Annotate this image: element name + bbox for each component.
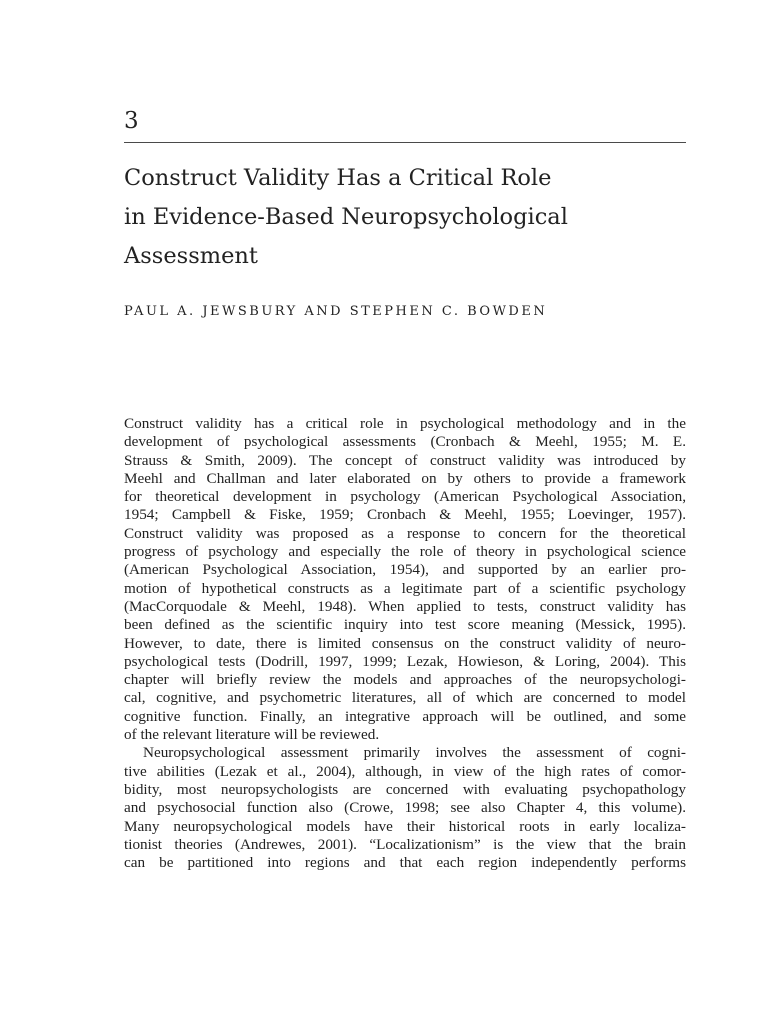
body-line: tive abilities (Lezak et al., 2004), although, in view of the high rates of comor- [124, 762, 686, 780]
body-line: tionist theories (Andrewes, 2001). “Localizationism” is the view that the brain [124, 835, 686, 853]
body-line: Meehl and Challman and later elaborated on by others to provide a framework [124, 469, 686, 487]
body-line: However, to date, there is limited consensus on the construct validity of neuro- [124, 634, 686, 652]
body-line: Neuropsychological assessment primarily involves the assessment of cogni- [143, 744, 686, 762]
body-line: 1954; Campbell & Fiske, 1959; Cronbach & Meehl, 1955; Loevinger, 1957). [124, 506, 686, 524]
body-line: development of psychological assessments (Cronbach & Meehl, 1955; M. E. [124, 433, 686, 451]
chapter-title [124, 159, 686, 276]
body-line: of the relevant literature will be reviewed. [124, 726, 380, 744]
body-line: Construct validity was proposed as a response to concern for the theoretical [124, 524, 686, 542]
body-line: for theoretical development in psychology (American Psychological Association, [124, 488, 686, 506]
body-line: cal, cognitive, and psychometric literatures, all of which are concerned to model [124, 689, 686, 707]
body-line: (American Psychological Association, 1954), and supported by an earlier pro- [124, 561, 686, 579]
body-line: Many neuropsychological models have their historical roots in early localiza- [124, 817, 686, 835]
body-line: psychological tests (Dodrill, 1997, 1999; Lezak, Howieson, & Loring, 2004). This [124, 652, 686, 670]
body-line: bidity, most neuropsychologists are concerned with evaluating psychopathology [124, 780, 686, 798]
body-line: chapter will briefly review the models and approaches of the neuropsychologi- [124, 671, 686, 689]
body-line: can be partitioned into regions and that each region independently performs [124, 854, 686, 872]
chapter-title-line: Assessment [124, 243, 258, 269]
body-line: and psychosocial function also (Crowe, 1998; see also Chapter 4, this volume). [124, 799, 686, 817]
body-line: (MacCorquodale & Meehl, 1948). When applied to tests, construct validity has [124, 597, 686, 615]
body-line: motion of hypothetical constructs as a legitimate part of a scientific psychology [124, 579, 686, 597]
body-text [124, 415, 686, 872]
body-line: Construct validity has a critical role in psychological methodology and in the [124, 415, 686, 432]
chapter-title-line: Construct Validity Has a Critical Role [124, 165, 552, 191]
body-line: progress of psychology and especially the role of theory in psychological science [124, 543, 686, 561]
chapter-number: 3 [124, 108, 139, 134]
body-line: cognitive function. Finally, an integrative approach will be outlined, and some [124, 707, 686, 725]
chapter-rule [124, 142, 686, 143]
body-line: Strauss & Smith, 2009). The concept of construct validity was introduced by [124, 451, 686, 469]
chapter-authors: PAUL A. JEWSBURY AND STEPHEN C. BOWDEN [124, 304, 548, 319]
body-line: been defined as the scientific inquiry into test score meaning (Messick, 1995). [124, 616, 686, 634]
chapter-title-line: in Evidence-Based Neuropsychological [124, 204, 568, 230]
